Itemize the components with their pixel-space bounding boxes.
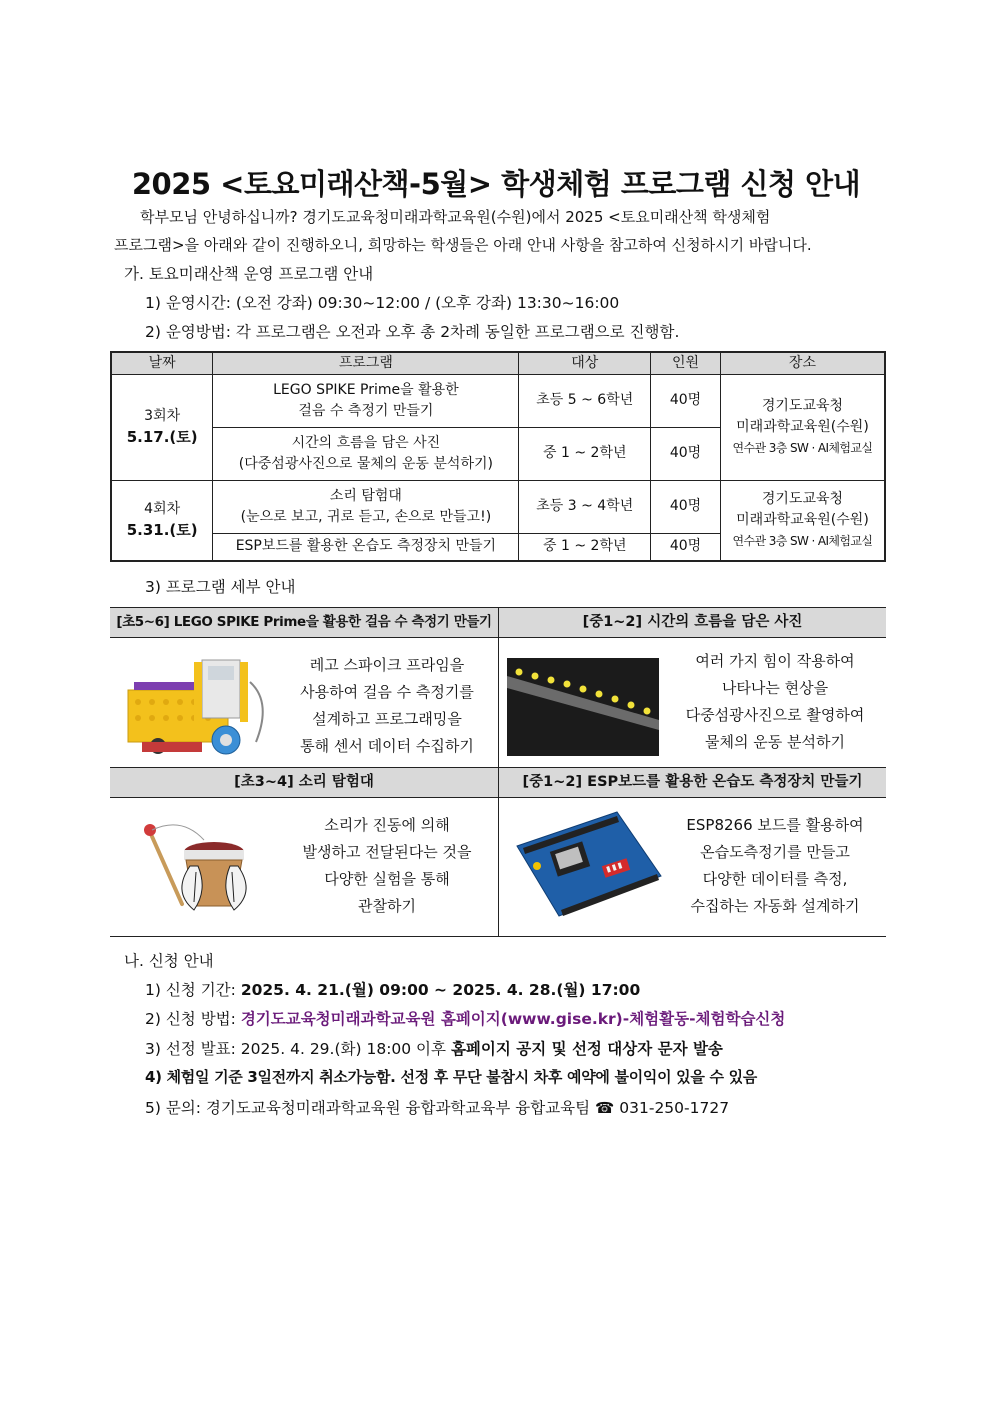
program-name: 소리 탐험대 [329, 487, 402, 504]
desc-line: 레고 스파이크 프라임을 [309, 656, 465, 674]
desc-line: 설계하고 프로그래밍을 [312, 710, 462, 728]
detail-header-sound: [초3~4] 소리 탐험대 [110, 768, 498, 798]
section-b-heading: 나. 신청 안내 [124, 952, 214, 970]
program-name-sub: 걸음 수 측정기 만들기 [298, 402, 434, 419]
desc-line: 다양한 데이터를 측정, [702, 870, 848, 888]
schedule-table [110, 351, 886, 562]
header-place: 장소 [720, 352, 885, 375]
program-name-sub: (다중섬광사진으로 물체의 운동 분석하기) [238, 455, 493, 472]
desc-line: 온습도측정기를 만들고 [700, 843, 850, 861]
desc-line: 발생하고 전달된다는 것을 [302, 843, 472, 861]
detail-desc-lego [282, 652, 492, 760]
detail-header-photo: [중1~2] 시간의 흐름을 담은 사진 [499, 608, 886, 638]
desc-line: 물체의 운동 분석하기 [705, 733, 845, 751]
selection-value: 홈페이지 공지 및 선정 대상자 문자 발송 [450, 1040, 723, 1058]
table-row [111, 480, 885, 533]
program-name-sub: (눈으로 보고, 귀로 듣고, 손으로 만들고!) [240, 508, 492, 525]
application-period-value: 2025. 4. 21.(월) 09:00 ~ 2025. 4. 28.(월) 17:00 [240, 981, 641, 999]
section-a-heading: 가. 토요미래산책 운영 프로그램 안내 [124, 265, 374, 283]
intro-line-2: 프로그램>을 아래와 같이 진행하오니, 희망하는 학생들은 아래 안내 사항을 참고하여 신청하시기 바랍니다. [114, 236, 812, 254]
detail-header-lego: [초5~6] LEGO SPIKE Prime을 활용한 걸음 수 측정기 만들기 [110, 608, 498, 638]
place-line: 미래과학교육원(수원) [736, 511, 869, 528]
desc-line: 사용하여 걸음 수 측정기를 [300, 683, 474, 701]
header-program: 프로그램 [213, 352, 519, 375]
desc-line: 수집하는 자동화 설계하기 [690, 897, 860, 915]
desc-line: 소리가 진동에 의해 [324, 816, 450, 834]
program-name: ESP보드를 활용한 온습도 측정장치 만들기 [235, 538, 497, 555]
cancellation-policy: 4) 체험일 기준 3일전까지 취소가능함. 선정 후 무단 불참시 차후 예약에 불이익이 있을 수 있음 [145, 1068, 757, 1086]
count-cell: 40명 [651, 375, 721, 428]
program-cell [213, 533, 519, 561]
header-count: 인원 [651, 352, 721, 375]
count-cell: 40명 [651, 480, 721, 533]
place-cell [720, 480, 885, 561]
place-line: 경기도교육청 [761, 490, 844, 507]
application-method-link[interactable]: 경기도교육청미래과학교육원 홈페이지(www.gise.kr)-체험활동-체험학습신청 [240, 1010, 786, 1028]
esp-board-image [507, 804, 667, 928]
desc-line: 다양한 실험을 통해 [324, 870, 450, 888]
operating-hours: 1) 운영시간: (오전 강좌) 09:30~12:00 / (오후 강좌) 13:30~16:00 [145, 294, 620, 312]
program-cell [213, 375, 519, 428]
session-date-cell [111, 375, 213, 481]
program-cell [213, 427, 519, 480]
program-cell [213, 480, 519, 533]
lego-spike-image [122, 652, 272, 760]
target-cell: 중 1 ~ 2학년 [519, 533, 651, 561]
target-cell: 중 1 ~ 2학년 [519, 427, 651, 480]
intro-paragraph [114, 203, 884, 259]
place-line: 연수관 3층 SW · AI체험교실 [732, 440, 873, 455]
session-round: 4회차 [144, 501, 181, 518]
target-cell: 초등 3 ~ 4학년 [519, 480, 651, 533]
grid-vertical-divider [498, 608, 499, 936]
desc-line: ESP8266 보드를 활용하여 [686, 816, 864, 834]
desc-line: 여러 가지 힘이 작용하여 [695, 652, 855, 670]
detail-desc-photo [670, 648, 880, 756]
application-period-label: 1) 신청 기간: [145, 981, 241, 999]
place-line: 미래과학교육원(수원) [736, 418, 869, 435]
cicada-toy-image [136, 812, 254, 924]
count-cell: 40명 [651, 533, 721, 561]
desc-line: 관찰하기 [358, 897, 416, 915]
place-line: 연수관 3층 SW · AI체험교실 [732, 533, 873, 548]
contact-info: 5) 문의: 경기도교육청미래과학교육원 융합과학교육부 융합교육팀 ☎ 031-250-1727 [145, 1099, 730, 1117]
session-round: 3회차 [144, 408, 181, 425]
grid-horizontal-divider [110, 767, 886, 768]
selection-announcement [145, 1037, 723, 1059]
session-date-cell [111, 480, 213, 561]
selection-label: 3) 선정 발표: 2025. 4. 29.(화) 18:00 이후 [145, 1040, 451, 1058]
operating-method: 2) 운영방법: 각 프로그램은 오전과 오후 총 2차례 동일한 프로그램으로 진행함. [145, 323, 680, 341]
program-name: 시간의 흐름을 담은 사진 [291, 434, 441, 451]
application-period [145, 978, 640, 1000]
program-details-grid [110, 607, 886, 937]
desc-line: 나타나는 현상을 [721, 679, 829, 697]
table-row [111, 375, 885, 428]
desc-line: 다중섬광사진으로 촬영하여 [685, 706, 865, 724]
program-details-heading: 3) 프로그램 세부 안내 [145, 578, 296, 596]
place-cell [720, 375, 885, 481]
program-name: LEGO SPIKE Prime을 활용한 [273, 381, 459, 398]
place-line: 경기도교육청 [761, 397, 844, 414]
detail-header-esp: [중1~2] ESP보드를 활용한 온습도 측정장치 만들기 [499, 768, 886, 798]
header-date: 날짜 [111, 352, 213, 375]
page-title: 2025 <토요미래산책-5월> 학생체험 프로그램 신청 안내 [131, 167, 861, 201]
intro-line-1: 학부모님 안녕하십니까? 경기도교육청미래과학교육원(수원)에서 2025 <토요미래산책 학생체험 [140, 208, 771, 226]
detail-desc-sound [282, 812, 492, 920]
application-method [145, 1007, 785, 1029]
application-method-label: 2) 신청 방법: [145, 1010, 241, 1028]
count-cell: 40명 [651, 427, 721, 480]
multiflash-photo-image [507, 658, 659, 756]
detail-desc-esp [670, 812, 880, 920]
desc-line: 통해 센서 데이터 수집하기 [300, 737, 474, 755]
session-date: 5.17.(토) [126, 428, 198, 447]
session-date: 5.31.(토) [126, 521, 198, 540]
target-cell: 초등 5 ~ 6학년 [519, 375, 651, 428]
header-target: 대상 [519, 352, 651, 375]
